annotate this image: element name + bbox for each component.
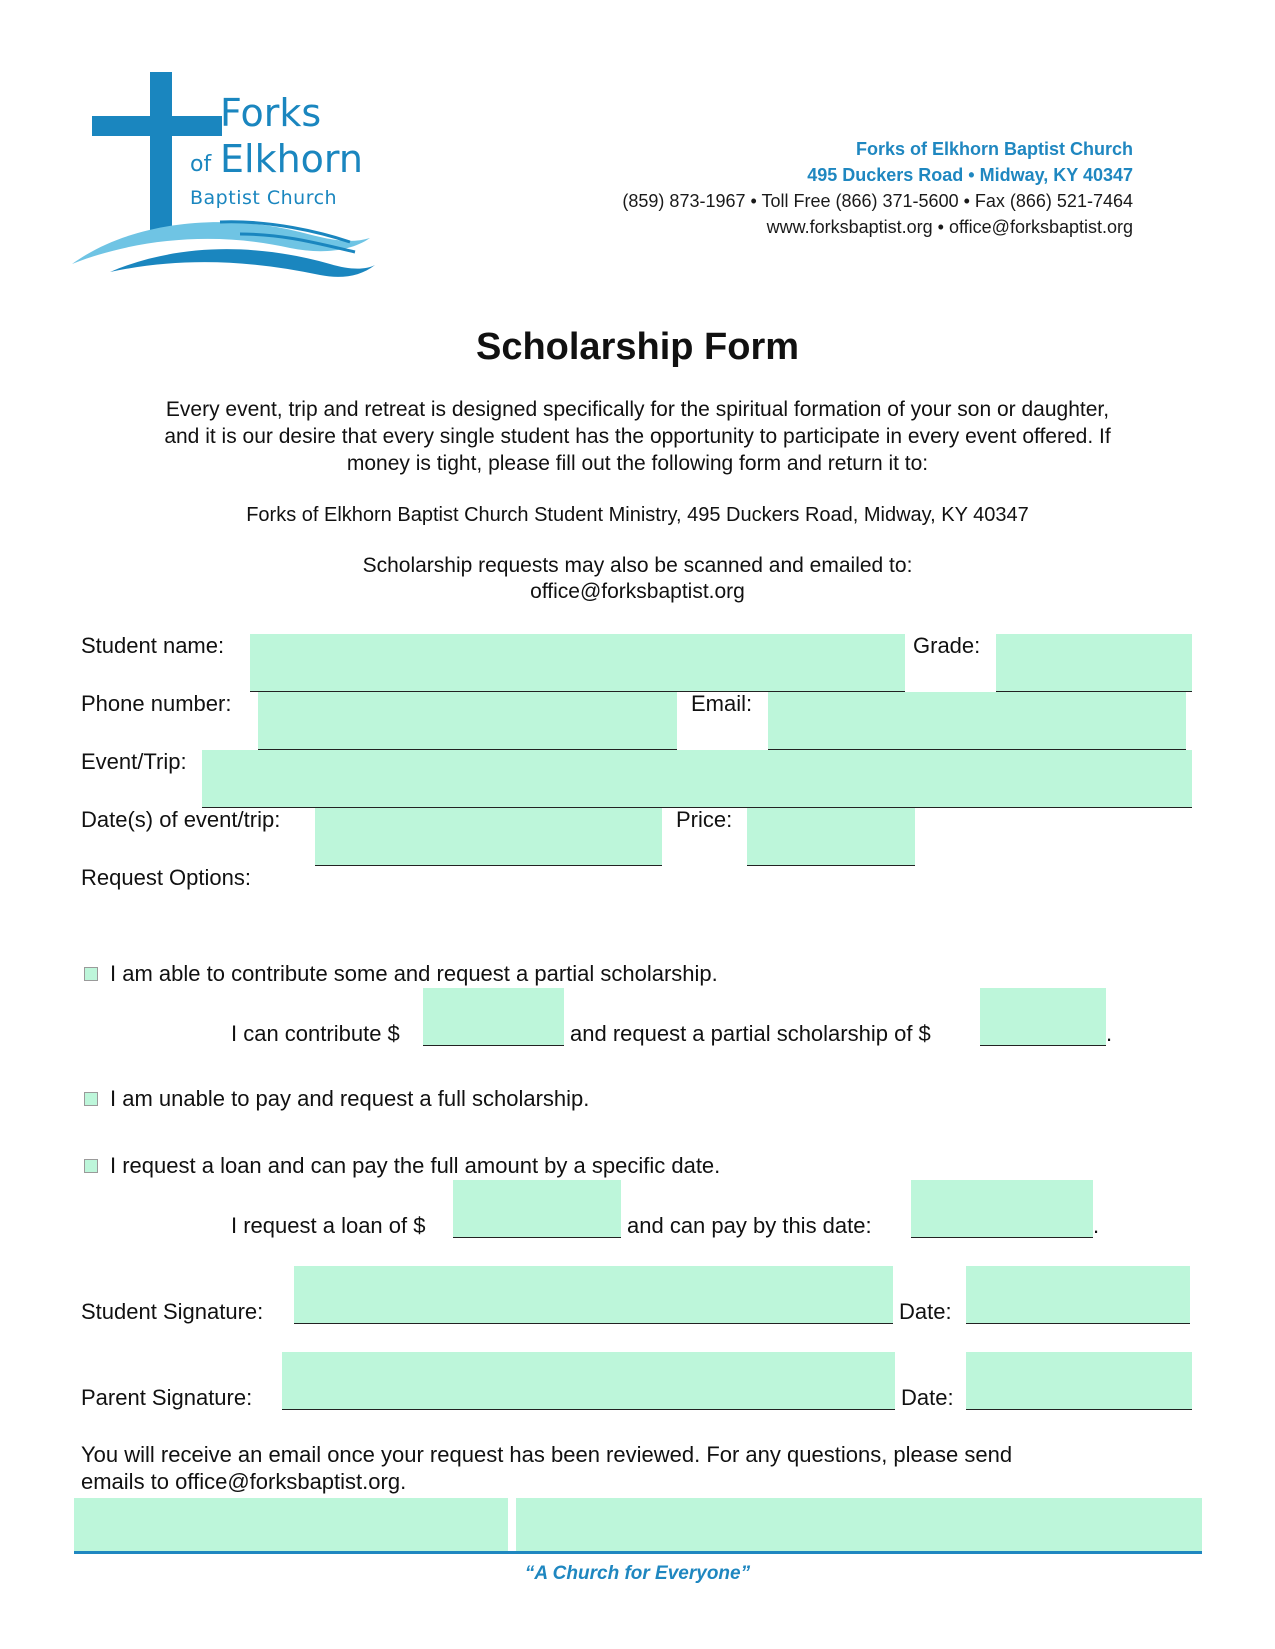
- loan-amount-field[interactable]: [453, 1180, 621, 1238]
- dates-label: Date(s) of event/trip:: [81, 807, 281, 832]
- closing-line-2: emails to office@forksbaptist.org.: [81, 1469, 407, 1494]
- price-label: Price:: [676, 807, 733, 832]
- price-field[interactable]: [747, 808, 915, 866]
- contribute-prefix: I can contribute $: [231, 1021, 400, 1046]
- church-logo: [70, 72, 390, 287]
- grade-field[interactable]: [996, 634, 1192, 692]
- student-name-field[interactable]: [250, 634, 905, 692]
- logo-forks: Forks: [220, 91, 322, 135]
- request-options-heading: Request Options:: [81, 865, 251, 890]
- grade-label: Grade:: [913, 633, 981, 658]
- church-web: www.forksbaptist.org • office@forksbaptist.org: [766, 217, 1133, 237]
- full-scholarship-checkbox[interactable]: [84, 1092, 98, 1106]
- closing-line-1: You will receive an email once your request has been reviewed. For any questions, please send: [81, 1442, 1013, 1467]
- scan-line-2: office@forksbaptist.org: [530, 580, 745, 603]
- church-phones: (859) 873-1967 • Toll Free (866) 371-5600 • Fax (866) 521-7464: [622, 191, 1133, 211]
- intro-line-1: Every event, trip and retreat is designed specifically for the spiritual formation of your son or daughter,: [165, 398, 1110, 421]
- parent-signature-label: Parent Signature:: [81, 1385, 253, 1410]
- parent-date-label: Date:: [901, 1385, 954, 1410]
- return-address: Forks of Elkhorn Baptist Church Student Ministry, 495 Duckers Road, Midway, KY 40347: [246, 504, 1029, 526]
- scan-line-1: Scholarship requests may also be scanned and emailed to:: [362, 554, 913, 577]
- full-scholarship-label: I am unable to pay and request a full scholarship.: [110, 1086, 590, 1111]
- church-name: Forks of Elkhorn Baptist Church: [855, 139, 1133, 159]
- partial-scholarship-amount-field[interactable]: [980, 988, 1106, 1046]
- footer-divider: [74, 1551, 1202, 1554]
- event-label: Event/Trip:: [81, 749, 187, 774]
- partial-scholarship-label: I am able to contribute some and request a partial scholarship.: [110, 961, 718, 986]
- phone-label: Phone number:: [81, 691, 232, 716]
- contribute-middle: and request a partial scholarship of $: [570, 1021, 931, 1046]
- footer-tagline: “A Church for Everyone”: [524, 1563, 751, 1584]
- dates-field[interactable]: [315, 808, 662, 866]
- footer-left-field[interactable]: [74, 1498, 508, 1551]
- intro-line-3: money is tight, please fill out the following form and return it to:: [346, 452, 929, 475]
- logo-baptist-church: Baptist Church: [190, 187, 338, 209]
- student-date-field[interactable]: [966, 1266, 1190, 1324]
- phone-field[interactable]: [258, 692, 677, 750]
- loan-checkbox[interactable]: [84, 1159, 98, 1173]
- logo-of: of: [190, 152, 212, 177]
- partial-scholarship-checkbox[interactable]: [84, 967, 98, 981]
- intro-line-2: and it is our desire that every single student has the opportunity to participate in every event offered. If: [164, 425, 1111, 448]
- event-field[interactable]: [202, 750, 1192, 808]
- contribute-amount-field[interactable]: [423, 988, 564, 1046]
- logo-elkhorn: Elkhorn: [220, 137, 363, 181]
- loan-middle: and can pay by this date:: [627, 1213, 872, 1238]
- contribute-suffix: .: [1106, 1021, 1113, 1046]
- student-signature-field[interactable]: [294, 1266, 893, 1324]
- parent-signature-field[interactable]: [282, 1352, 895, 1410]
- church-contact-block: [622, 136, 1133, 240]
- page-title: Scholarship Form: [475, 326, 800, 368]
- email-label: Email:: [691, 691, 753, 716]
- loan-prefix: I request a loan of $: [231, 1213, 426, 1238]
- parent-date-field[interactable]: [966, 1352, 1192, 1410]
- email-field[interactable]: [768, 692, 1186, 750]
- loan-suffix: .: [1093, 1213, 1100, 1238]
- loan-label: I request a loan and can pay the full amount by a specific date.: [110, 1153, 721, 1178]
- church-address: 495 Duckers Road • Midway, KY 40347: [807, 165, 1133, 185]
- student-date-label: Date:: [899, 1299, 952, 1324]
- student-signature-label: Student Signature:: [81, 1299, 264, 1324]
- footer-right-field[interactable]: [516, 1498, 1202, 1551]
- student-name-label: Student name:: [81, 633, 225, 658]
- loan-date-field[interactable]: [911, 1180, 1093, 1238]
